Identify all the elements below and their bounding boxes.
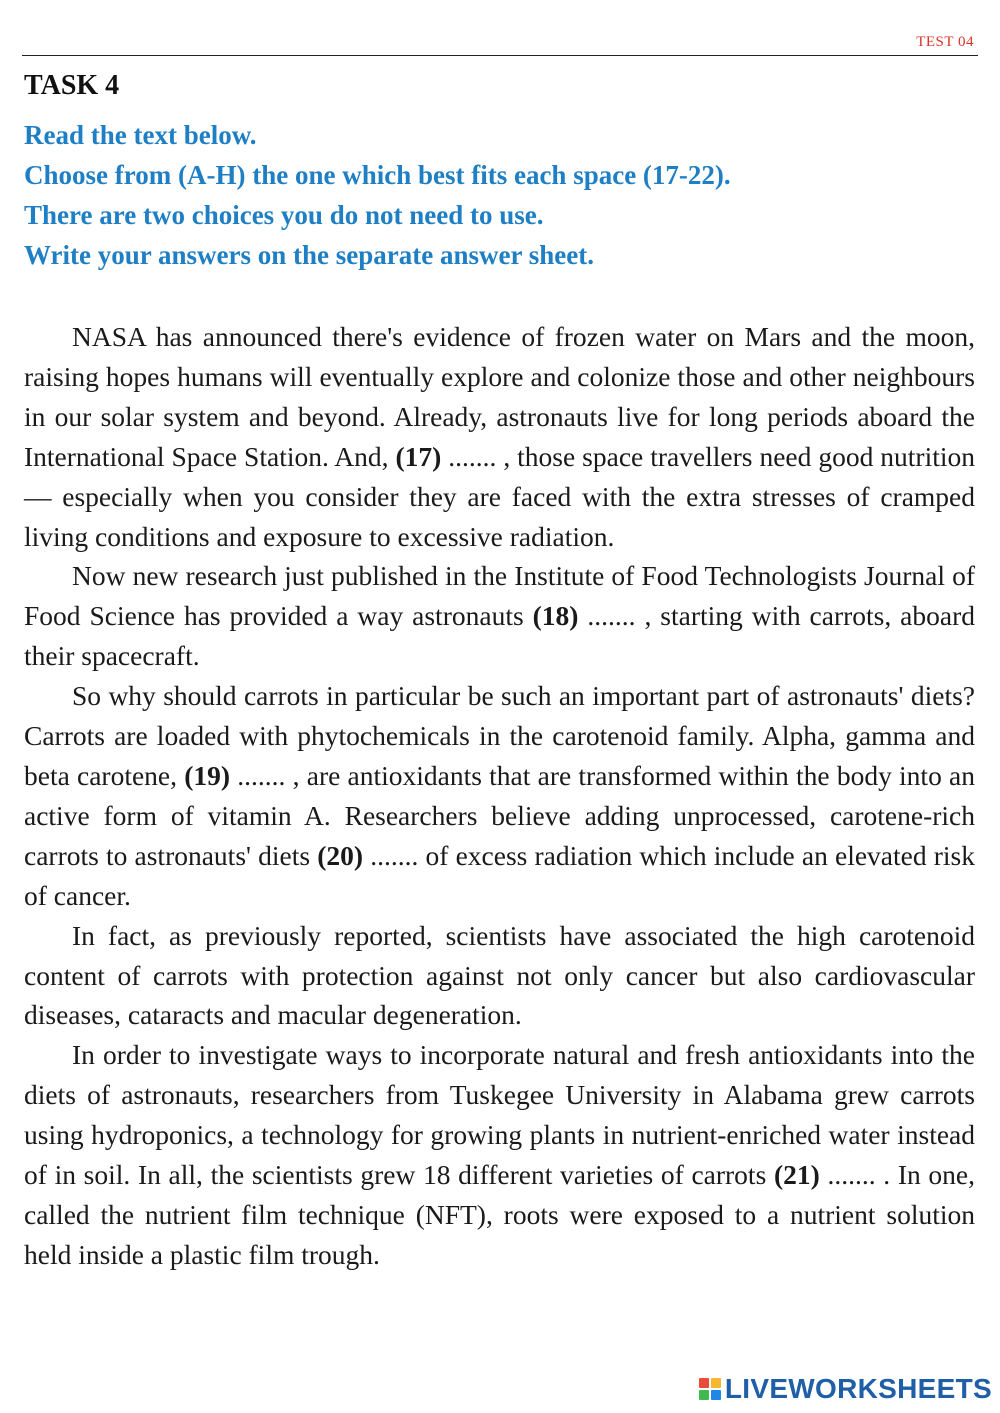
text-segment: In fact, as previously reported, scientists have associated the high carotenoid content of carrots with protection against not only cancer but also cardiovascular diseases, cataracts and macular degeneration.	[24, 919, 975, 1031]
logo-text: LIVEWORKSHEETS	[724, 1373, 992, 1404]
text-segment: ....... , those space travellers need good nutrition— especially when you consider they are faced with the extra stresses of cramped living conditions and exposure to excessive radiation.	[24, 440, 975, 552]
liveworksheets-logo	[699, 1373, 992, 1405]
text-segment: So why should carrots in particular be such an important part of astronauts' diets? Carrots are loaded with phytochemicals in the carotenoid family. Alpha, gamma and beta carotene,	[24, 680, 975, 791]
logo-icon	[699, 1378, 721, 1400]
instruction-line: Read the text below.	[24, 120, 257, 150]
text-segment: ....... . In one, called the nutrient film technique (NFT), roots were exposed to a nutrient solution held inside a plastic film trough.	[24, 1159, 975, 1270]
paragraph-3	[24, 676, 975, 915]
text-segment: NASA has announced there's evidence of frozen water on Mars and the moon, raising hopes humans will eventually explore and colonize those and other neighbours in our solar system and beyond. Already, astronauts live for long periods aboard the International Space Station. And,	[24, 321, 975, 472]
logo-square	[699, 1390, 709, 1400]
text-segment: ....... of excess radiation which include an elevated risk of cancer.	[24, 839, 975, 911]
instruction-line: Choose from (A-H) the one which best fits each space (17-22).	[24, 160, 731, 190]
gap-21-number: (21)	[773, 1159, 820, 1191]
instruction-line: There are two choices you do not need to use.	[24, 200, 544, 230]
paragraph-1	[24, 317, 975, 556]
text-segment: ....... , are antioxidants that are transformed within the body into an active form of vitamin A. Researchers believe adding unprocessed, carotene-rich carrots to astronauts' diets	[24, 759, 975, 871]
logo-square	[711, 1390, 721, 1400]
header-divider	[22, 55, 978, 56]
task-title: TASK 4	[24, 70, 120, 101]
gap-19-number: (19)	[184, 759, 231, 791]
instruction-line: Write your answers on the separate answer sheet.	[24, 240, 594, 270]
gap-17-number: (17)	[395, 440, 442, 472]
paragraph-4	[24, 916, 975, 1036]
test-label: TEST 04	[916, 34, 974, 50]
paragraph-5	[24, 1035, 975, 1274]
instructions	[24, 115, 974, 275]
logo-square	[711, 1378, 721, 1388]
paragraph-2	[24, 556, 975, 676]
text-segment: Now new research just published in the Institute of Food Technologists Journal of Food Science has provided a way astronauts	[24, 560, 975, 632]
text-segment: In order to investigate ways to incorporate natural and fresh antioxidants into the diets of astronauts, researchers from Tuskegee University in Alabama grew carrots using hydroponics, a technology for growing plants in nutrient-enriched water instead of in soil. In all, the scientists grew 18 different varieties of carrots	[24, 1039, 975, 1191]
reading-passage	[24, 317, 975, 1275]
gap-20-number: (20)	[317, 839, 364, 871]
gap-18-number: (18)	[532, 600, 579, 632]
text-segment: ....... , starting with carrots, aboard their spacecraft.	[24, 600, 975, 672]
logo-square	[699, 1378, 709, 1388]
